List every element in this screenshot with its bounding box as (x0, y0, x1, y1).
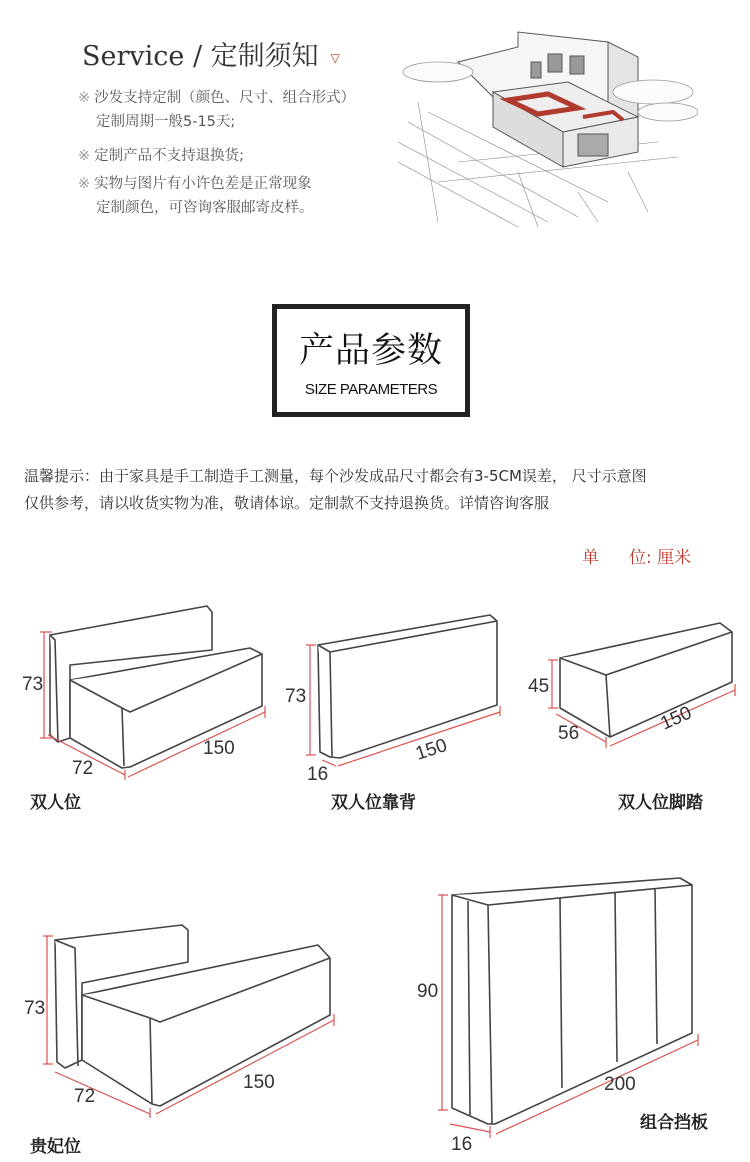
note-text: 定制颜色，可咨询客服邮寄皮样。 (96, 200, 314, 216)
note-text: 定制产品不支持退换货; (94, 148, 245, 164)
partition-panel-thickness: 16 (451, 1134, 473, 1155)
caption-sofa-backrest: 双人位靠背 (331, 793, 416, 813)
partition-panel-diagram (452, 878, 692, 1124)
unit-label-a: 单 (582, 548, 599, 568)
sofa-footstool-length: 150 (657, 702, 695, 735)
service-title-sep: / (184, 41, 211, 72)
params-title-cn: 产品参数 (298, 331, 443, 371)
reference-mark-icon: ※ (78, 148, 91, 164)
triangle-down-icon: ▽ (330, 50, 340, 65)
sofa-backrest-height: 73 (285, 686, 307, 707)
note-text: 定制周期一般5-15天; (96, 114, 236, 130)
caption-chaise: 贵妃位 (30, 1137, 81, 1157)
note-text: 实物与图片有小许色差是正常现象 (94, 176, 312, 192)
sofa-backrest-thickness: 16 (307, 764, 329, 785)
partition-panel-length: 200 (604, 1074, 636, 1095)
tip-line-2: 仅供参考，请以收货实物为准，敬请体谅。定制款不支持退换货。详情咨询客服 (24, 494, 550, 512)
params-title-en: SIZE PARAMETERS (304, 381, 438, 398)
partition-panel-height: 90 (417, 981, 439, 1002)
tip-line-1: 温馨提示：由于家具是手工制造手工测量，每个沙发成品尺寸都会有3-5CM误差， 尺寸示意图 (24, 467, 647, 485)
sofa-backrest-diagram (318, 615, 497, 758)
sofa-footstool-depth: 56 (558, 723, 580, 744)
chaise-length: 150 (243, 1072, 275, 1093)
caption-partition-panel: 组合挡板 (640, 1113, 708, 1133)
unit-label-b: 位: (629, 548, 652, 568)
sofa-backrest-length: 150 (413, 734, 450, 765)
chaise-depth: 72 (74, 1086, 96, 1107)
chaise-height: 73 (24, 998, 46, 1019)
reference-mark-icon: ※ (78, 90, 91, 106)
chaise-diagram (55, 925, 330, 1106)
sofa-double-depth: 72 (72, 758, 94, 779)
sofa-footstool-diagram (560, 623, 732, 737)
sofa-double-height: 73 (22, 674, 44, 695)
note-text: 沙发支持定制（颜色、尺寸、组合形式） (94, 90, 356, 106)
sofa-double-length: 150 (203, 738, 235, 759)
reference-mark-icon: ※ (78, 176, 91, 192)
caption-sofa-footstool: 双人位脚踏 (618, 793, 703, 813)
service-title-cn: 定制须知 (210, 41, 319, 72)
unit-value: 厘米 (657, 548, 692, 568)
caption-sofa-double: 双人位 (30, 793, 81, 813)
service-title-en: Service (82, 41, 185, 72)
sofa-footstool-height: 45 (528, 676, 550, 697)
